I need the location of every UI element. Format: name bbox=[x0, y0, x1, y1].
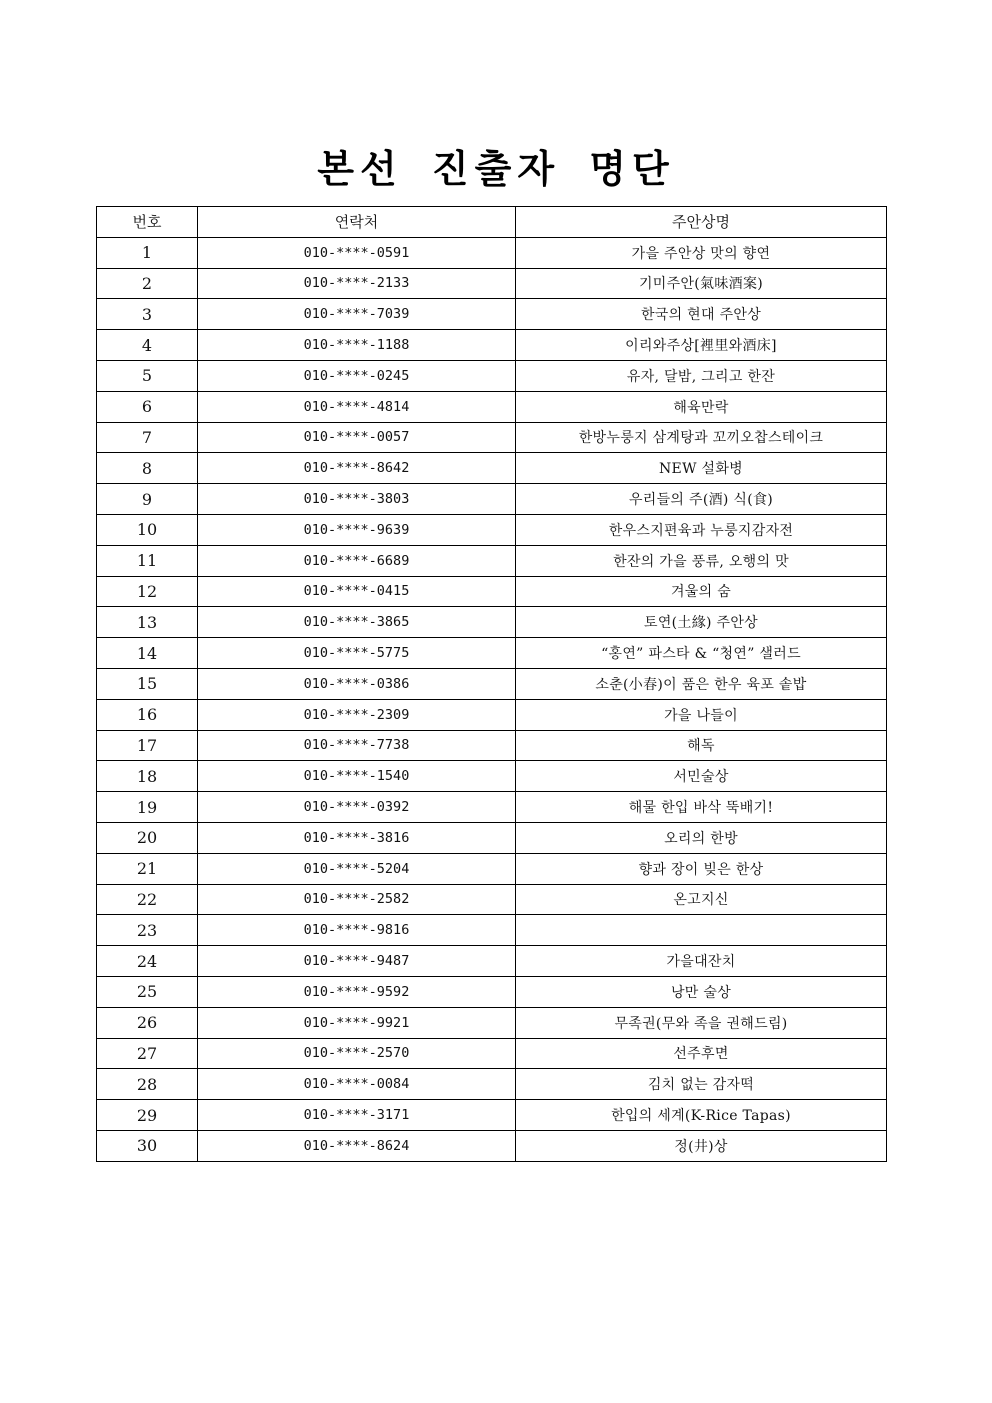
table-row bbox=[97, 853, 887, 884]
row-contact: 010-****-9487 bbox=[198, 946, 516, 977]
table-row bbox=[97, 699, 887, 730]
row-contact: 010-****-1540 bbox=[198, 761, 516, 792]
row-menu-name: 가을 나들이 bbox=[516, 699, 887, 730]
table-row bbox=[97, 822, 887, 853]
table-row bbox=[97, 884, 887, 915]
table-body bbox=[97, 237, 887, 1161]
row-number: 17 bbox=[97, 730, 198, 761]
table-row bbox=[97, 1100, 887, 1131]
row-menu-name: 김치 없는 감자떡 bbox=[516, 1069, 887, 1100]
row-contact: 010-****-3803 bbox=[198, 484, 516, 515]
row-menu-name: 서민술상 bbox=[516, 761, 887, 792]
row-number: 25 bbox=[97, 976, 198, 1007]
table-row bbox=[97, 1130, 887, 1161]
table-row bbox=[97, 915, 887, 946]
row-menu-name: 가을대잔치 bbox=[516, 946, 887, 977]
table-row bbox=[97, 730, 887, 761]
row-number: 16 bbox=[97, 699, 198, 730]
table-row bbox=[97, 976, 887, 1007]
table-row bbox=[97, 1038, 887, 1069]
row-menu-name: 가을 주안상 맛의 향연 bbox=[516, 237, 887, 268]
row-number: 19 bbox=[97, 792, 198, 823]
row-contact: 010-****-0386 bbox=[198, 668, 516, 699]
row-menu-name: 정(井)상 bbox=[516, 1130, 887, 1161]
row-number: 6 bbox=[97, 391, 198, 422]
row-contact: 010-****-9639 bbox=[198, 514, 516, 545]
row-number: 24 bbox=[97, 946, 198, 977]
row-menu-name: 소춘(小春)이 품은 한우 육포 솥밥 bbox=[516, 668, 887, 699]
row-contact: 010-****-7738 bbox=[198, 730, 516, 761]
row-number: 4 bbox=[97, 330, 198, 361]
row-menu-name: 선주후면 bbox=[516, 1038, 887, 1069]
table-row bbox=[97, 761, 887, 792]
table-row bbox=[97, 268, 887, 299]
row-contact: 010-****-9816 bbox=[198, 915, 516, 946]
row-contact: 010-****-3865 bbox=[198, 607, 516, 638]
row-contact: 010-****-0057 bbox=[198, 422, 516, 453]
row-number: 10 bbox=[97, 514, 198, 545]
row-contact: 010-****-6689 bbox=[198, 545, 516, 576]
table-header-row bbox=[97, 207, 887, 238]
row-number: 14 bbox=[97, 638, 198, 669]
row-number: 22 bbox=[97, 884, 198, 915]
row-contact: 010-****-0084 bbox=[198, 1069, 516, 1100]
row-number: 27 bbox=[97, 1038, 198, 1069]
table-row bbox=[97, 299, 887, 330]
row-menu-name bbox=[516, 915, 887, 946]
row-number: 7 bbox=[97, 422, 198, 453]
table-row bbox=[97, 638, 887, 669]
row-menu-name: 유자, 달밤, 그리고 한잔 bbox=[516, 360, 887, 391]
row-contact: 010-****-2582 bbox=[198, 884, 516, 915]
row-number: 2 bbox=[97, 268, 198, 299]
row-contact: 010-****-5775 bbox=[198, 638, 516, 669]
row-menu-name: 겨울의 숨 bbox=[516, 576, 887, 607]
row-contact: 010-****-0245 bbox=[198, 360, 516, 391]
row-number: 11 bbox=[97, 545, 198, 576]
table-row bbox=[97, 484, 887, 515]
row-contact: 010-****-2309 bbox=[198, 699, 516, 730]
row-contact: 010-****-1188 bbox=[198, 330, 516, 361]
finalist-table bbox=[96, 206, 887, 1162]
row-menu-name: 해독 bbox=[516, 730, 887, 761]
table-row bbox=[97, 792, 887, 823]
row-contact: 010-****-9921 bbox=[198, 1007, 516, 1038]
row-contact: 010-****-0392 bbox=[198, 792, 516, 823]
row-menu-name: 한우스지편육과 누룽지감자전 bbox=[516, 514, 887, 545]
table-row bbox=[97, 514, 887, 545]
row-number: 26 bbox=[97, 1007, 198, 1038]
row-number: 21 bbox=[97, 853, 198, 884]
row-number: 3 bbox=[97, 299, 198, 330]
row-menu-name: 온고지신 bbox=[516, 884, 887, 915]
row-contact: 010-****-2133 bbox=[198, 268, 516, 299]
row-number: 18 bbox=[97, 761, 198, 792]
header-number: 번호 bbox=[97, 207, 198, 238]
table-row bbox=[97, 453, 887, 484]
table-row bbox=[97, 668, 887, 699]
table-row bbox=[97, 576, 887, 607]
row-contact: 010-****-8642 bbox=[198, 453, 516, 484]
header-menu-name: 주안상명 bbox=[516, 207, 887, 238]
row-number: 20 bbox=[97, 822, 198, 853]
row-menu-name: NEW 설화병 bbox=[516, 453, 887, 484]
table-row bbox=[97, 360, 887, 391]
table-row bbox=[97, 545, 887, 576]
row-menu-name: 낭만 술상 bbox=[516, 976, 887, 1007]
table-row bbox=[97, 1069, 887, 1100]
row-menu-name: 향과 장이 빚은 한상 bbox=[516, 853, 887, 884]
row-contact: 010-****-2570 bbox=[198, 1038, 516, 1069]
row-number: 30 bbox=[97, 1130, 198, 1161]
row-number: 5 bbox=[97, 360, 198, 391]
row-menu-name: 오리의 한방 bbox=[516, 822, 887, 853]
table-row bbox=[97, 330, 887, 361]
row-contact: 010-****-8624 bbox=[198, 1130, 516, 1161]
row-number: 23 bbox=[97, 915, 198, 946]
row-contact: 010-****-0591 bbox=[198, 237, 516, 268]
row-contact: 010-****-9592 bbox=[198, 976, 516, 1007]
row-number: 8 bbox=[97, 453, 198, 484]
row-contact: 010-****-4814 bbox=[198, 391, 516, 422]
page-title: 본선 진출자 명단 bbox=[317, 146, 675, 191]
row-menu-name: 기미주안(氣味酒案) bbox=[516, 268, 887, 299]
table-row bbox=[97, 391, 887, 422]
row-contact: 010-****-0415 bbox=[198, 576, 516, 607]
header-contact: 연락처 bbox=[198, 207, 516, 238]
row-menu-name: 우리들의 주(酒) 식(食) bbox=[516, 484, 887, 515]
row-contact: 010-****-3171 bbox=[198, 1100, 516, 1131]
row-number: 12 bbox=[97, 576, 198, 607]
table-row bbox=[97, 1007, 887, 1038]
row-number: 9 bbox=[97, 484, 198, 515]
row-menu-name: 한잔의 가을 풍류, 오행의 맛 bbox=[516, 545, 887, 576]
row-number: 13 bbox=[97, 607, 198, 638]
table-row bbox=[97, 237, 887, 268]
row-contact: 010-****-3816 bbox=[198, 822, 516, 853]
row-number: 1 bbox=[97, 237, 198, 268]
row-contact: 010-****-7039 bbox=[198, 299, 516, 330]
row-menu-name: 한국의 현대 주안상 bbox=[516, 299, 887, 330]
row-menu-name: 해육만락 bbox=[516, 391, 887, 422]
row-menu-name: “홍연” 파스타 & “청연” 샐러드 bbox=[516, 638, 887, 669]
row-menu-name: 한입의 세계(K-Rice Tapas) bbox=[516, 1100, 887, 1131]
row-number: 15 bbox=[97, 668, 198, 699]
row-menu-name: 이리와주상[裡里와酒床] bbox=[516, 330, 887, 361]
row-number: 28 bbox=[97, 1069, 198, 1100]
table-row bbox=[97, 422, 887, 453]
row-menu-name: 해물 한입 바삭 뚝배기! bbox=[516, 792, 887, 823]
row-number: 29 bbox=[97, 1100, 198, 1131]
row-contact: 010-****-5204 bbox=[198, 853, 516, 884]
row-menu-name: 토연(土緣) 주안상 bbox=[516, 607, 887, 638]
row-menu-name: 한방누룽지 삼계탕과 꼬끼오찹스테이크 bbox=[516, 422, 887, 453]
table-row bbox=[97, 946, 887, 977]
table-row bbox=[97, 607, 887, 638]
row-menu-name: 무족권(무와 족을 권해드림) bbox=[516, 1007, 887, 1038]
